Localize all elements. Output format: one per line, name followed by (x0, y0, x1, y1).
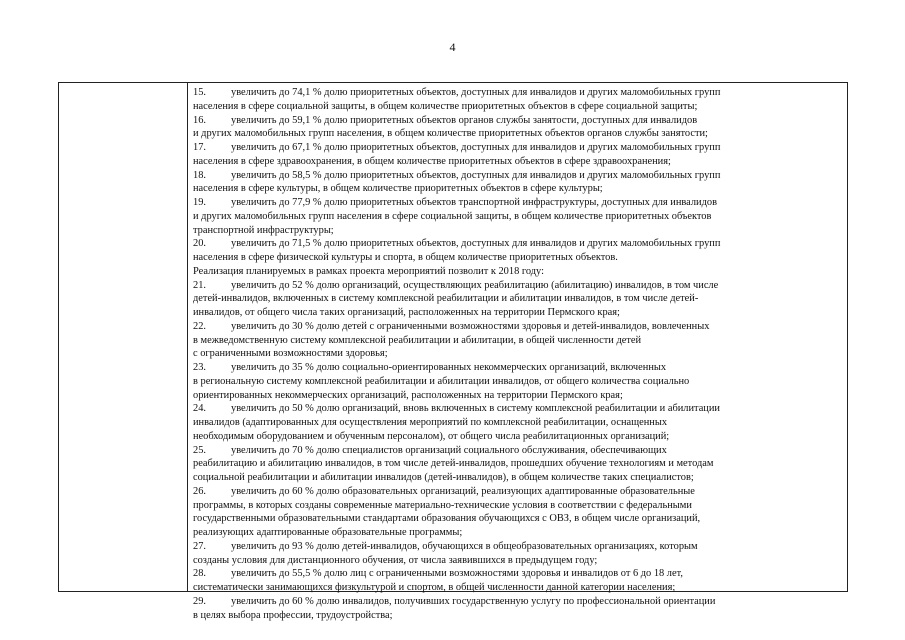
continuation-line (193, 265, 843, 279)
continuation-line (193, 210, 843, 224)
line-text: транспортной инфраструктуры; (193, 224, 334, 236)
line-text: ориентированных некоммерческих организаций, расположенных на территории Пермского края; (193, 389, 623, 401)
line-text: созданы условия для дистанционного обучения, от числа заявившихся в предыдущем году; (193, 554, 598, 566)
continuation-line (193, 526, 843, 540)
list-item-line (193, 237, 843, 251)
line-text: с ограниченными возможностями здоровья; (193, 348, 388, 360)
line-text: увеличить до 52 % долю организаций, осуществляющих реабилитацию (абилитацию) инвалидов, в том числе (231, 279, 719, 291)
line-text: инвалидов, от общего числа таких организаций, расположенных на территории Пермского края; (193, 307, 620, 318)
list-item-line (193, 196, 843, 210)
continuation-line (193, 430, 843, 444)
item-number: 16. (193, 114, 206, 126)
list-item-line (193, 567, 843, 581)
continuation-line (193, 554, 843, 568)
continuation-line (193, 416, 843, 430)
table-cell-text (193, 86, 843, 622)
continuation-line (193, 389, 843, 403)
list-item-line (193, 141, 843, 155)
line-text: увеличить до 77,9 % долю приоритетных объектов транспортной инфраструктуры, доступных для инвалидов (231, 197, 717, 208)
continuation-line (193, 306, 843, 320)
continuation-line (193, 581, 843, 595)
item-number: 20. (193, 238, 206, 250)
line-text: увеличить до 30 % долю детей с ограниченными возможностями здоровья и детей-инвалидов, вовлеченных (231, 320, 710, 332)
line-text: населения в сфере социальной защиты, в общем количестве приоритетных объектов в сфере социальной защиты; (193, 100, 698, 112)
item-number: 15. (193, 87, 206, 98)
item-number: 17. (193, 142, 206, 153)
line-text: населения в сфере физической культуры и спорта, в общем количестве приоритетных объектов. (193, 252, 618, 263)
continuation-line (193, 100, 843, 114)
line-text: государственными образовательными стандартами образования обучающихся с ОВЗ, в общем числе организаций, (193, 513, 701, 525)
line-text: социальной реабилитации и абилитации инвалидов (детей-инвалидов), в общем количестве таких специалистов; (193, 472, 694, 483)
line-text: увеличить до 50 % долю организаций, вновь включенных в систему комплексной реабилитации и абилитации (231, 403, 720, 415)
line-text: увеличить до 70 % долю специалистов организаций социального обслуживания, обеспечивающих (231, 444, 667, 456)
continuation-line (193, 499, 843, 513)
item-number: 24. (193, 403, 206, 415)
line-text: и других маломобильных групп населения, в общем количестве приоритетных объектов органов службы занятости; (193, 128, 708, 140)
list-item-line (193, 320, 843, 334)
continuation-line (193, 609, 843, 623)
line-text: реабилитацию и абилитацию инвалидов, в том числе детей-инвалидов, прошедших обучение технологиям и методам (193, 458, 714, 470)
line-text: увеличить до 74,1 % долю приоритетных объектов, доступных для инвалидов и других маломобильных групп (231, 87, 721, 98)
line-text: детей-инвалидов, включенных в систему комплексной реабилитации и абилитации инвалидов, в том числе детей- (193, 293, 699, 305)
table-frame (58, 82, 848, 621)
list-item-line (193, 540, 843, 554)
continuation-line (193, 182, 843, 196)
list-item-line (193, 595, 843, 609)
line-text: программы, в которых созданы современные материально-технические условия в соответствии с федеральными (193, 499, 692, 511)
line-text: увеличить до 67,1 % долю приоритетных объектов, доступных для инвалидов и других маломобильных групп (231, 142, 721, 153)
line-text: населения в сфере здравоохранения, в общем количестве приоритетных объектов в сфере здравоохранения; (193, 155, 671, 167)
line-text: и других маломобильных групп населения в сфере социальной защиты, в общем количестве приоритетных объектов (193, 210, 712, 222)
list-item-line (193, 361, 843, 375)
item-number: 25. (193, 444, 206, 456)
list-item-line (193, 485, 843, 499)
line-text: увеличить до 71,5 % долю приоритетных объектов, доступных для инвалидов и других маломобильных групп (231, 238, 721, 250)
list-item-line (193, 114, 843, 128)
item-number: 23. (193, 362, 206, 373)
continuation-line (193, 155, 843, 169)
list-item-line (193, 86, 843, 100)
line-text: увеличить до 93 % долю детей-инвалидов, обучающихся в общеобразовательных организациях, которым (231, 540, 698, 552)
line-text: систематически занимающихся физкультурой и спортом, в общей численности данной категории населения; (193, 582, 676, 593)
line-text: в целях выбора профессии, трудоустройства; (193, 609, 393, 621)
continuation-line (193, 334, 843, 348)
line-text: населения в сфере культуры, в общем количестве приоритетных объектов в сфере культуры; (193, 183, 603, 195)
column-divider (187, 83, 188, 591)
continuation-line (193, 512, 843, 526)
line-text: увеличить до 35 % долю социально-ориентированных некоммерческих организаций, включенных (231, 362, 667, 373)
continuation-line (193, 375, 843, 389)
line-text: увеличить до 55,5 % долю лиц с ограниченными возможностями здоровья и инвалидов от 6 до 18 лет, (231, 568, 683, 580)
line-text: в региональную систему комплексной реабилитации и абилитации инвалидов, от общего количества социально (193, 375, 690, 387)
item-number: 21. (193, 279, 206, 291)
continuation-line (193, 292, 843, 306)
item-number: 18. (193, 169, 206, 181)
item-number: 27. (193, 540, 206, 552)
continuation-line (193, 457, 843, 471)
page-number: 4 (449, 40, 456, 54)
list-item-line (193, 402, 843, 416)
item-number: 29. (193, 595, 206, 607)
item-number: 19. (193, 197, 206, 208)
line-text: увеличить до 60 % долю образовательных организаций, реализующих адаптированные образовательные (231, 485, 695, 497)
item-number: 28. (193, 568, 206, 580)
continuation-line (193, 127, 843, 141)
list-item-line (193, 279, 843, 293)
list-item-line (193, 169, 843, 183)
line-text: увеличить до 60 % долю инвалидов, получивших государственную услугу по профессиональной ориентации (231, 595, 716, 607)
continuation-line (193, 471, 843, 485)
line-text: увеличить до 58,5 % долю приоритетных объектов, доступных для инвалидов и других маломобильных групп (231, 169, 721, 181)
line-text: увеличить до 59,1 % долю приоритетных объектов органов службы занятости, доступных для инвалидов (231, 114, 698, 126)
continuation-line (193, 224, 843, 238)
item-number: 26. (193, 485, 206, 497)
list-item-line (193, 444, 843, 458)
line-text: необходимым оборудованием и обученным персоналом), от общего числа реабилитационных организаций; (193, 430, 670, 442)
line-text: инвалидов (адаптированных для осуществления мероприятий по комплексной реабилитации, оснащенных (193, 417, 668, 428)
item-number: 22. (193, 320, 206, 332)
line-text: в межведомственную систему комплексной реабилитации и абилитации, в общей численности детей (193, 334, 642, 346)
line-text: Реализация планируемых в рамках проекта мероприятий позволит к 2018 году: (193, 265, 544, 277)
line-text: реализующих адаптированные образовательные программы; (193, 527, 463, 538)
continuation-line (193, 251, 843, 265)
continuation-line (193, 347, 843, 361)
